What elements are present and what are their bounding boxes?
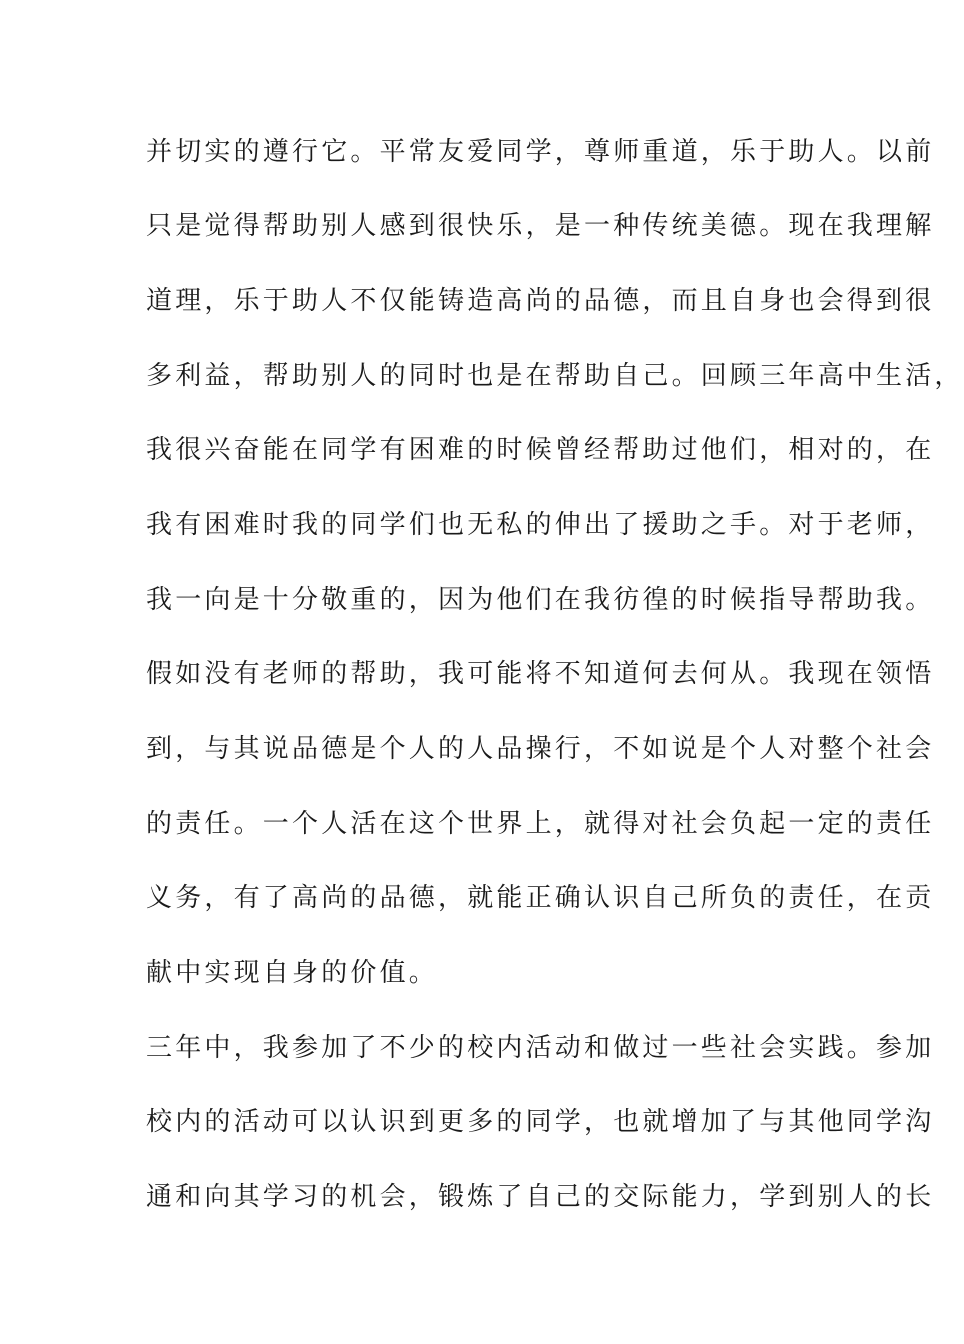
text-line-5: 我很兴奋能在同学有困难的时候曾经帮助过他们，相对的，在 <box>146 435 935 465</box>
text-line-11: 义务，有了高尚的品德，就能正确认识自己所负的责任，在贡 <box>146 883 935 913</box>
text-line-12: 献中实现自身的价值。 <box>146 958 439 988</box>
text-line-7: 我一向是十分敬重的，因为他们在我彷徨的时候指导帮助我。 <box>146 585 935 615</box>
text-line-9: 到，与其说品德是个人的人品操行，不如说是个人对整个社会 <box>146 734 935 764</box>
text-line-6: 我有困难时我的同学们也无私的伸出了援助之手。对于老师， <box>146 510 935 540</box>
text-line-13: 三年中，我参加了不少的校内活动和做过一些社会实践。参加 <box>146 1033 935 1063</box>
text-line-1: 并切实的遵行它。平常友爱同学，尊师重道，乐于助人。以前 <box>146 137 935 167</box>
text-line-2: 只是觉得帮助别人感到很快乐，是一种传统美德。现在我理解 <box>146 211 935 241</box>
text-line-15: 通和向其学习的机会，锻炼了自己的交际能力，学到别人的长 <box>146 1182 935 1212</box>
text-line-3: 道理，乐于助人不仅能铸造高尚的品德，而且自身也会得到很 <box>146 286 935 316</box>
text-line-10: 的责任。一个人活在这个世界上，就得对社会负起一定的责任 <box>146 809 935 839</box>
text-line-14: 校内的活动可以认识到更多的同学，也就增加了与其他同学沟 <box>146 1107 935 1137</box>
text-line-4: 多利益，帮助别人的同时也是在帮助自己。回顾三年高中生活， <box>146 361 964 391</box>
text-line-8: 假如没有老师的帮助，我可能将不知道何去何从。我现在领悟 <box>146 659 935 689</box>
